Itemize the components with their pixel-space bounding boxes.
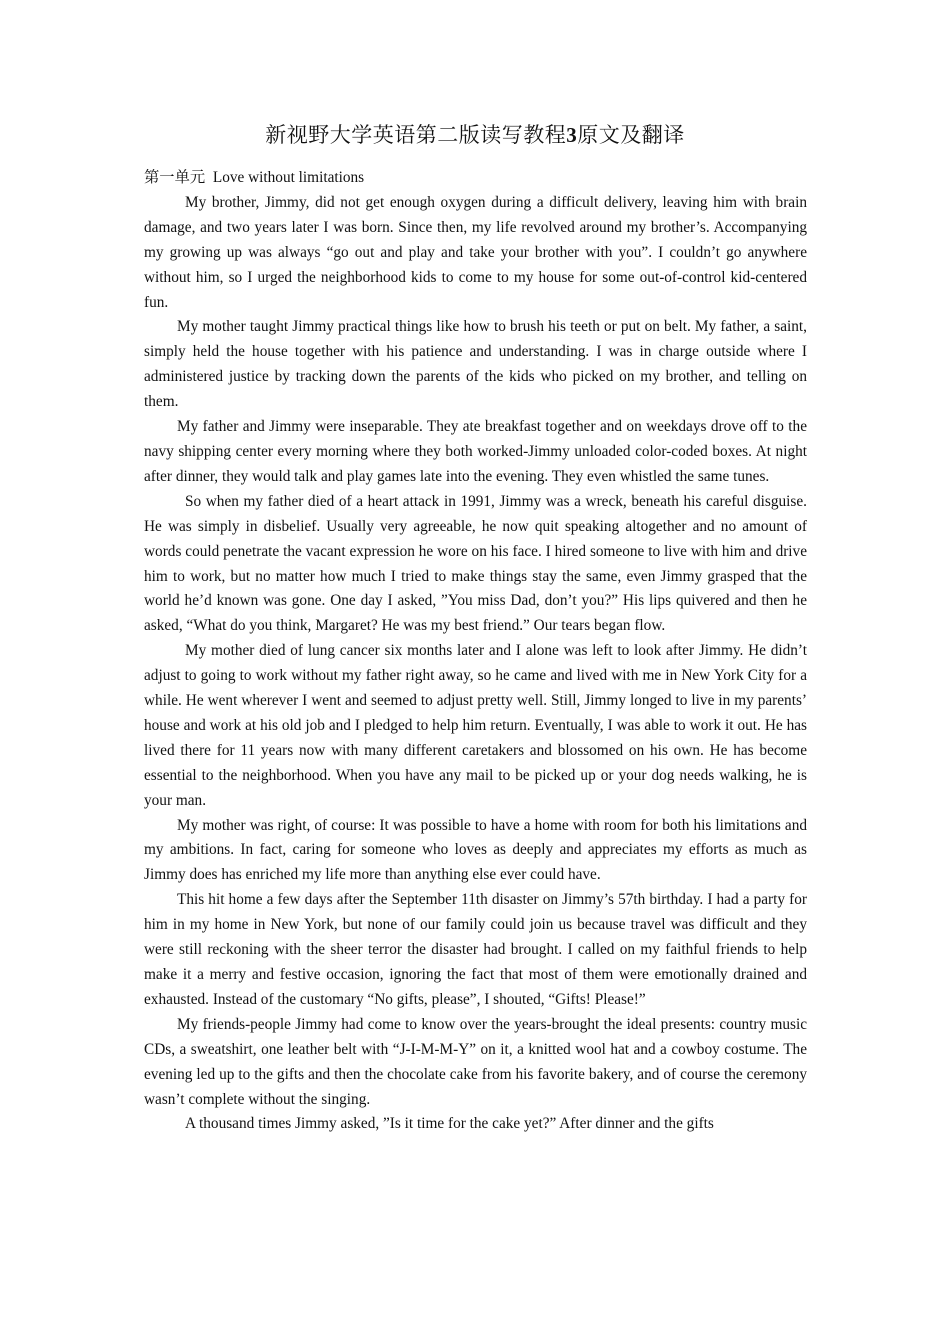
paragraph-7: This hit home a few days after the September 11th disaster on Jimmy’s 57th birthday. I had a party for him in my home in New York, but none of our family could join us because travel was difficult and they were still reckoning with the sheer terror the disaster had brought. I called on my faithful friends to help make it a merry and festive occasion, ignoring the fact that most of them were emotionally drained and exhausted. Instead of the customary “No gifts, please”, I shouted, “Gifts! Please!” (144, 891, 807, 1008)
paragraph-5: My mother died of lung cancer six months later and I alone was left to look after Jimmy. He didn’t adjust to going to work without my father right away, so he came and lived with me in New York City for a while. He went wherever I went and seemed to adjust pretty well. Still, Jimmy longed to live in my parents’ house and work at his old job and I pledged to help him return. Eventually, I was able to work it out. He has lived there for 11 years now with many different caretakers and blossomed on his own. He has become essential to the neighborhood. When you have any mail to be picked up or your dog needs walking, he is your man. (144, 642, 807, 809)
title-number: 3 (566, 123, 578, 147)
document-title (0, 120, 950, 150)
paragraph-3: My father and Jimmy were inseparable. They ate breakfast together and on weekdays drove off to the navy shipping center every morning where they both worked-Jimmy unloaded color-coded boxes. At night after dinner, they would talk and play games late into the evening. They even whistled the same tunes. (144, 418, 807, 485)
paragraph-9: A thousand times Jimmy asked, ”Is it time for the cake yet?” After dinner and the gifts (185, 1115, 714, 1133)
paragraph-1: My brother, Jimmy, did not get enough oxygen during a difficult delivery, leaving him with brain damage, and two years later I was born. Since then, my life revolved around my brother’s. Accompanying my growing up was always “go out and play and take your brother with you”. I couldn’t go anywhere without him, so I urged the neighborhood kids to come to my house for some out-of-control kid-centered fun. (144, 193, 807, 311)
unit-title: Love without limitations (212, 169, 365, 186)
title-suffix: 原文及翻译 (577, 123, 685, 147)
paragraph-4: So when my father died of a heart attack in 1991, Jimmy was a wreck, beneath his careful disguise. He was simply in disbelief. Usually very agreeable, he now quit speaking altogether and no amount of words could penetrate the vacant expression he wore on his face. I hired someone to live with him and drive him to work, but no matter how much I tried to make things stay the same, even Jimmy grasped that the world he’d known was gone. One day I asked, ”You miss Dad, don’t you?” His lips quivered and then he asked, “What do you think, Margaret? He was my best friend.” Our tears began flow. (144, 492, 807, 635)
title-prefix: 新视野大学英语第二版读写教程 (265, 123, 567, 147)
paragraph-8: My friends-people Jimmy had come to know over the years-brought the ideal presents: country music CDs, a sweatshirt, one leather belt with “J-I-M-M-Y” on it, a knitted wool hat and a cowboy costume. The evening led up to the gifts and then the chocolate cake from his favorite bakery, and of course the ceremony wasn’t complete without the singing. (144, 1015, 807, 1108)
paragraph-2: My mother taught Jimmy practical things like how to brush his teeth or put on belt. My father, a saint, simply held the house together with his patience and understanding. I was in charge outside where I administered justice by tracking down the parents of the kids who picked on my brother, and telling on them. (144, 318, 807, 411)
unit-heading (144, 166, 807, 191)
document-body (144, 166, 807, 1137)
unit-label: 第一单元 (144, 169, 206, 186)
paragraph-6: My mother was right, of course: It was possible to have a home with room for both his limitations and my ambitions. In fact, caring for someone who loves as deeply and appreciates my efforts as much as Jimmy does has enriched my life more than anything else ever could have. (144, 816, 807, 884)
